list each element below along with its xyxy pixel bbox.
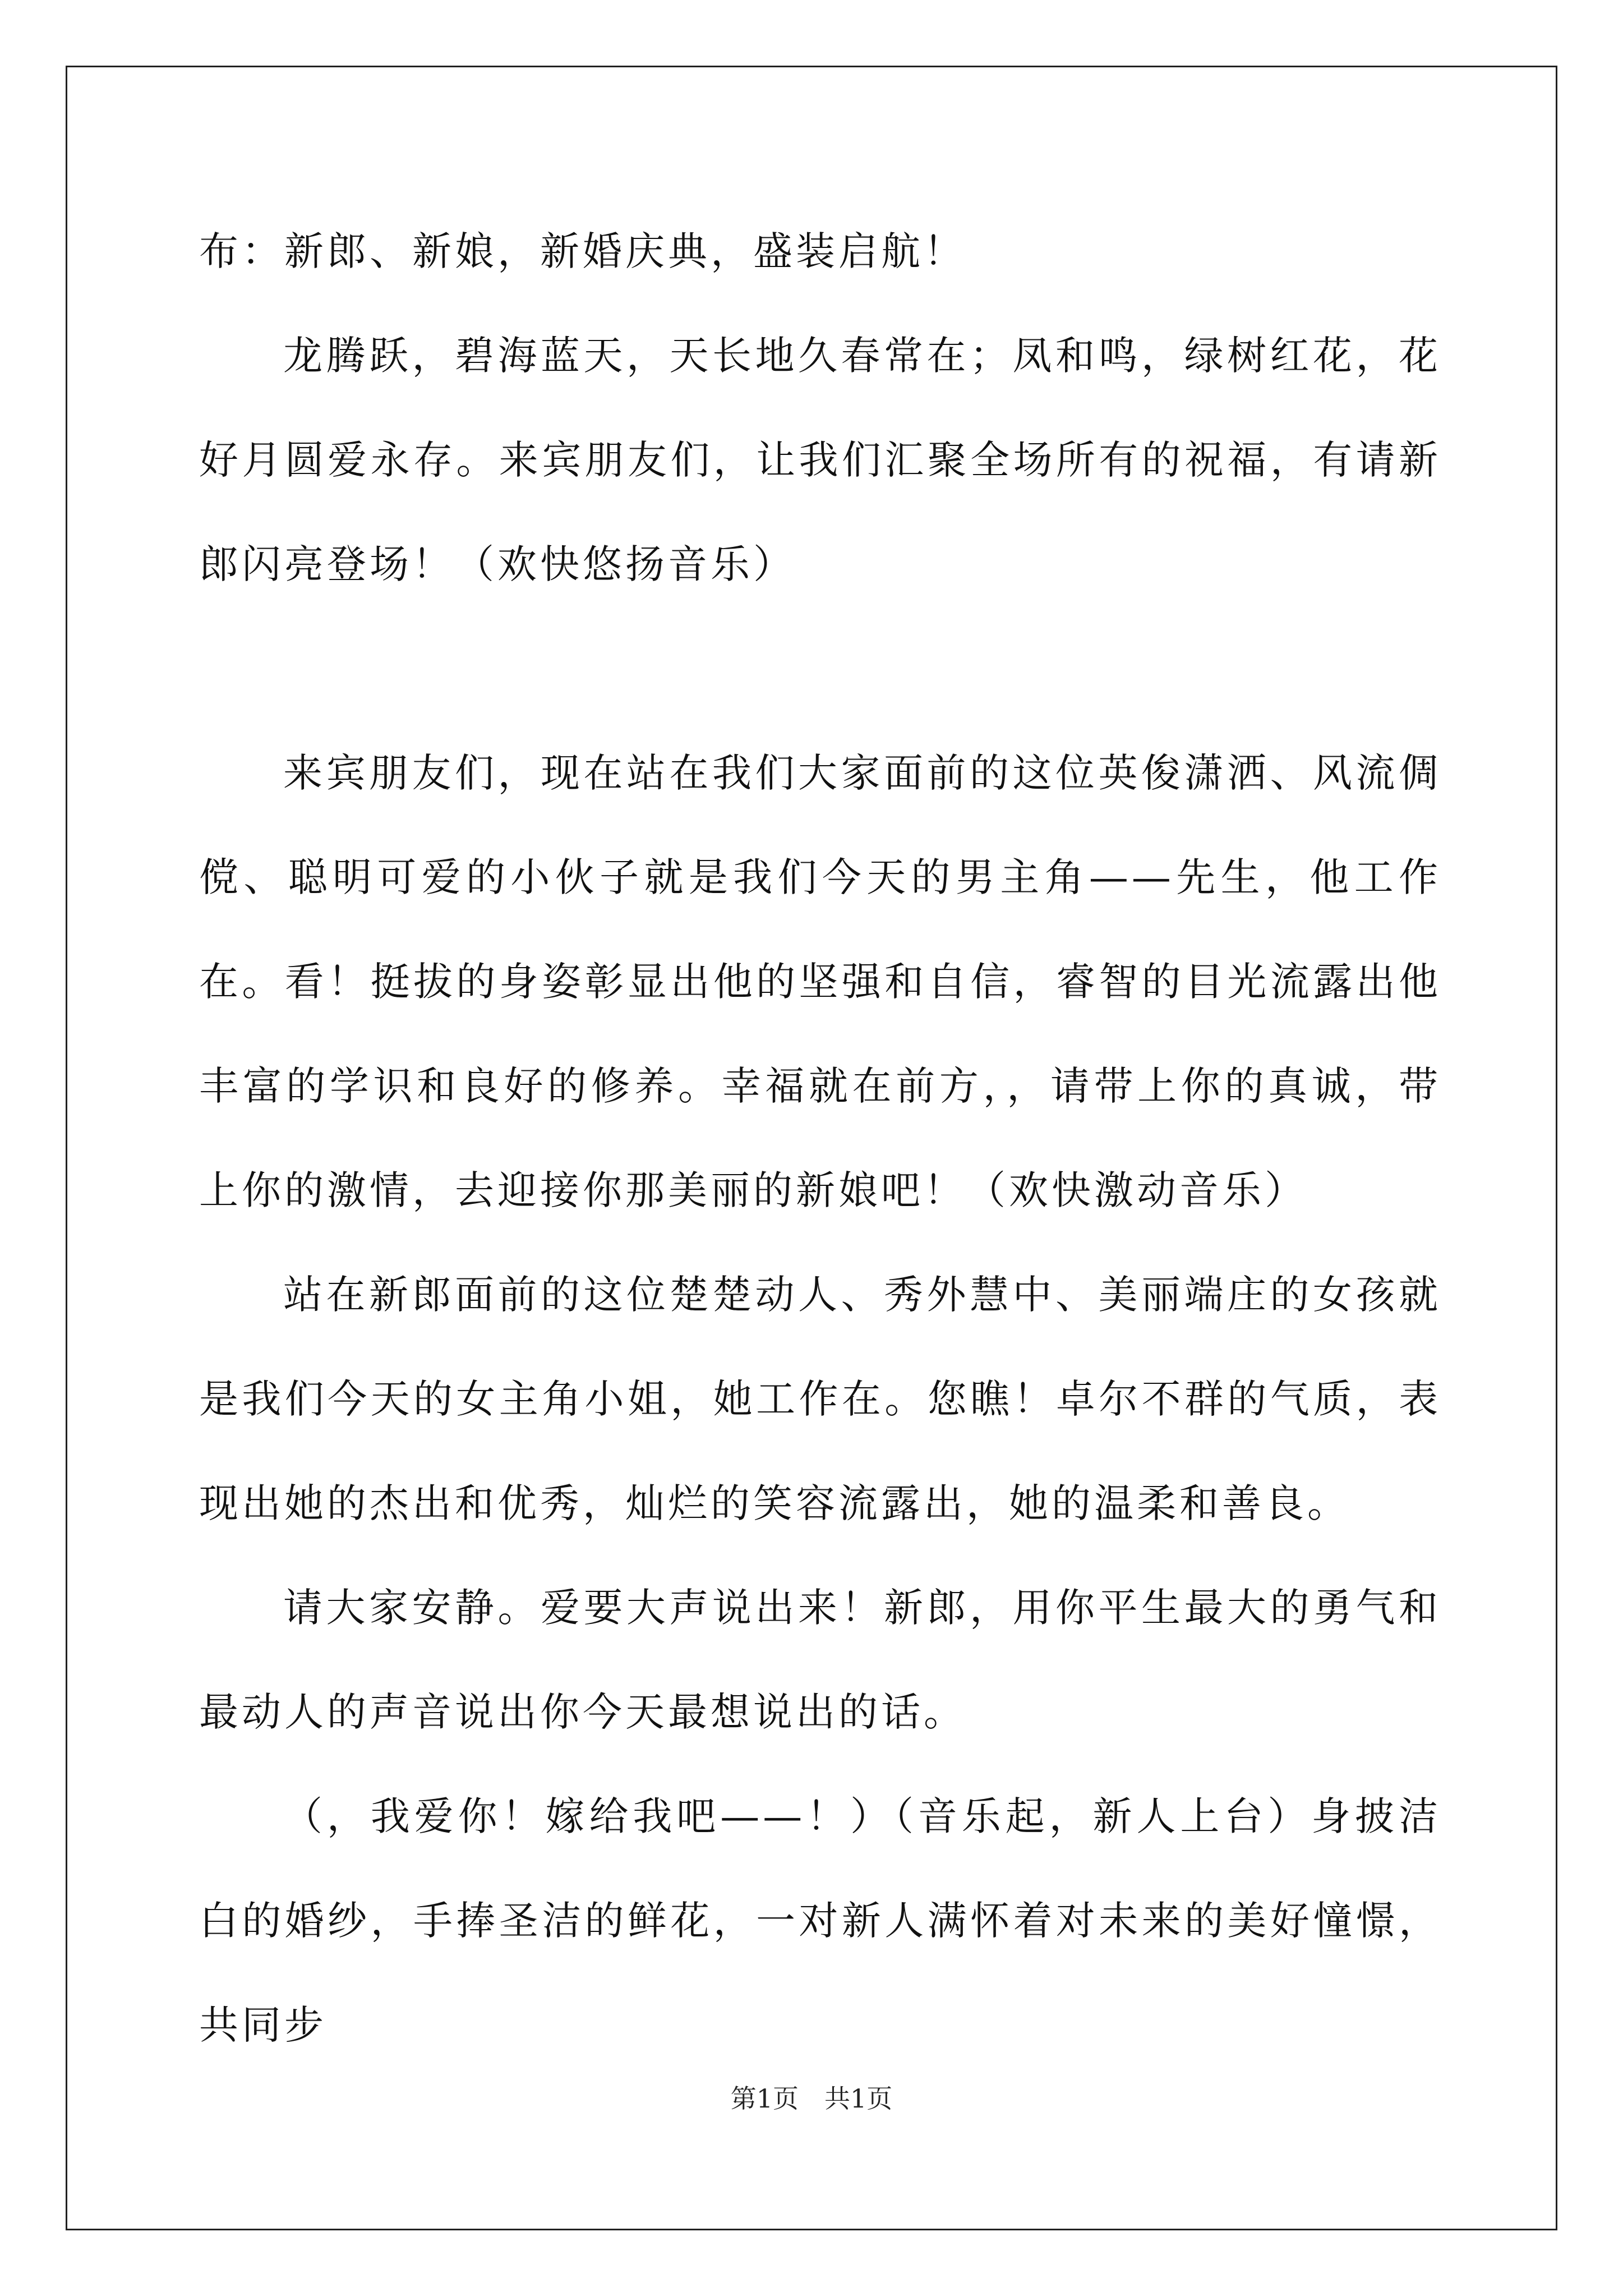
page-footer: 第1页 共1页 [730,2083,893,2114]
paragraph-gap [199,616,1441,721]
paragraph-confession: 请大家安静。爱要大声说出来！新郎，用你平生最大的勇气和最动人的声音说出你今天最想说出的话。 [199,1585,1441,1735]
paragraph-groom-intro: 来宾朋友们，现在站在我们大家面前的这位英俊潇洒、风流倜傥、聪明可爱的小伙子就是我们今天的男主角——先生，他工作在。看！挺拔的身姿彰显出他的坚强和自信，睿智的目光流露出他丰富的学识和良好的修养。幸福就在前方，，请带上你的真诚，带上你的激情，去迎接你那美丽的新娘吧！（欢快激动音乐） [199,750,1441,1213]
document-body [199,199,1441,2077]
paragraph-continuation: 布：新郎、新娘，新婚庆典，盛装启航！ [199,228,966,274]
paragraph-groom-entrance: 龙腾跃，碧海蓝天，天长地久春常在；凤和鸣，绿树红花，花好月圆爱永存。来宾朋友们，让我们汇聚全场所有的祝福，有请新郎闪亮登场！（欢快悠扬音乐） [199,333,1441,587]
paragraph-proposal: （，我爱你！嫁给我吧——！）（音乐起，新人上台）身披洁白的婚纱，手捧圣洁的鲜花，一对新人满怀着对未来的美好憧憬，共同步 [199,1793,1441,2048]
paragraph-bride-intro: 站在新郎面前的这位楚楚动人、秀外慧中、美丽端庄的女孩就是我们今天的女主角小姐，她工作在。您瞧！卓尔不群的气质，表现出她的杰出和优秀，灿烂的笑容流露出，她的温柔和善良。 [199,1272,1441,1526]
